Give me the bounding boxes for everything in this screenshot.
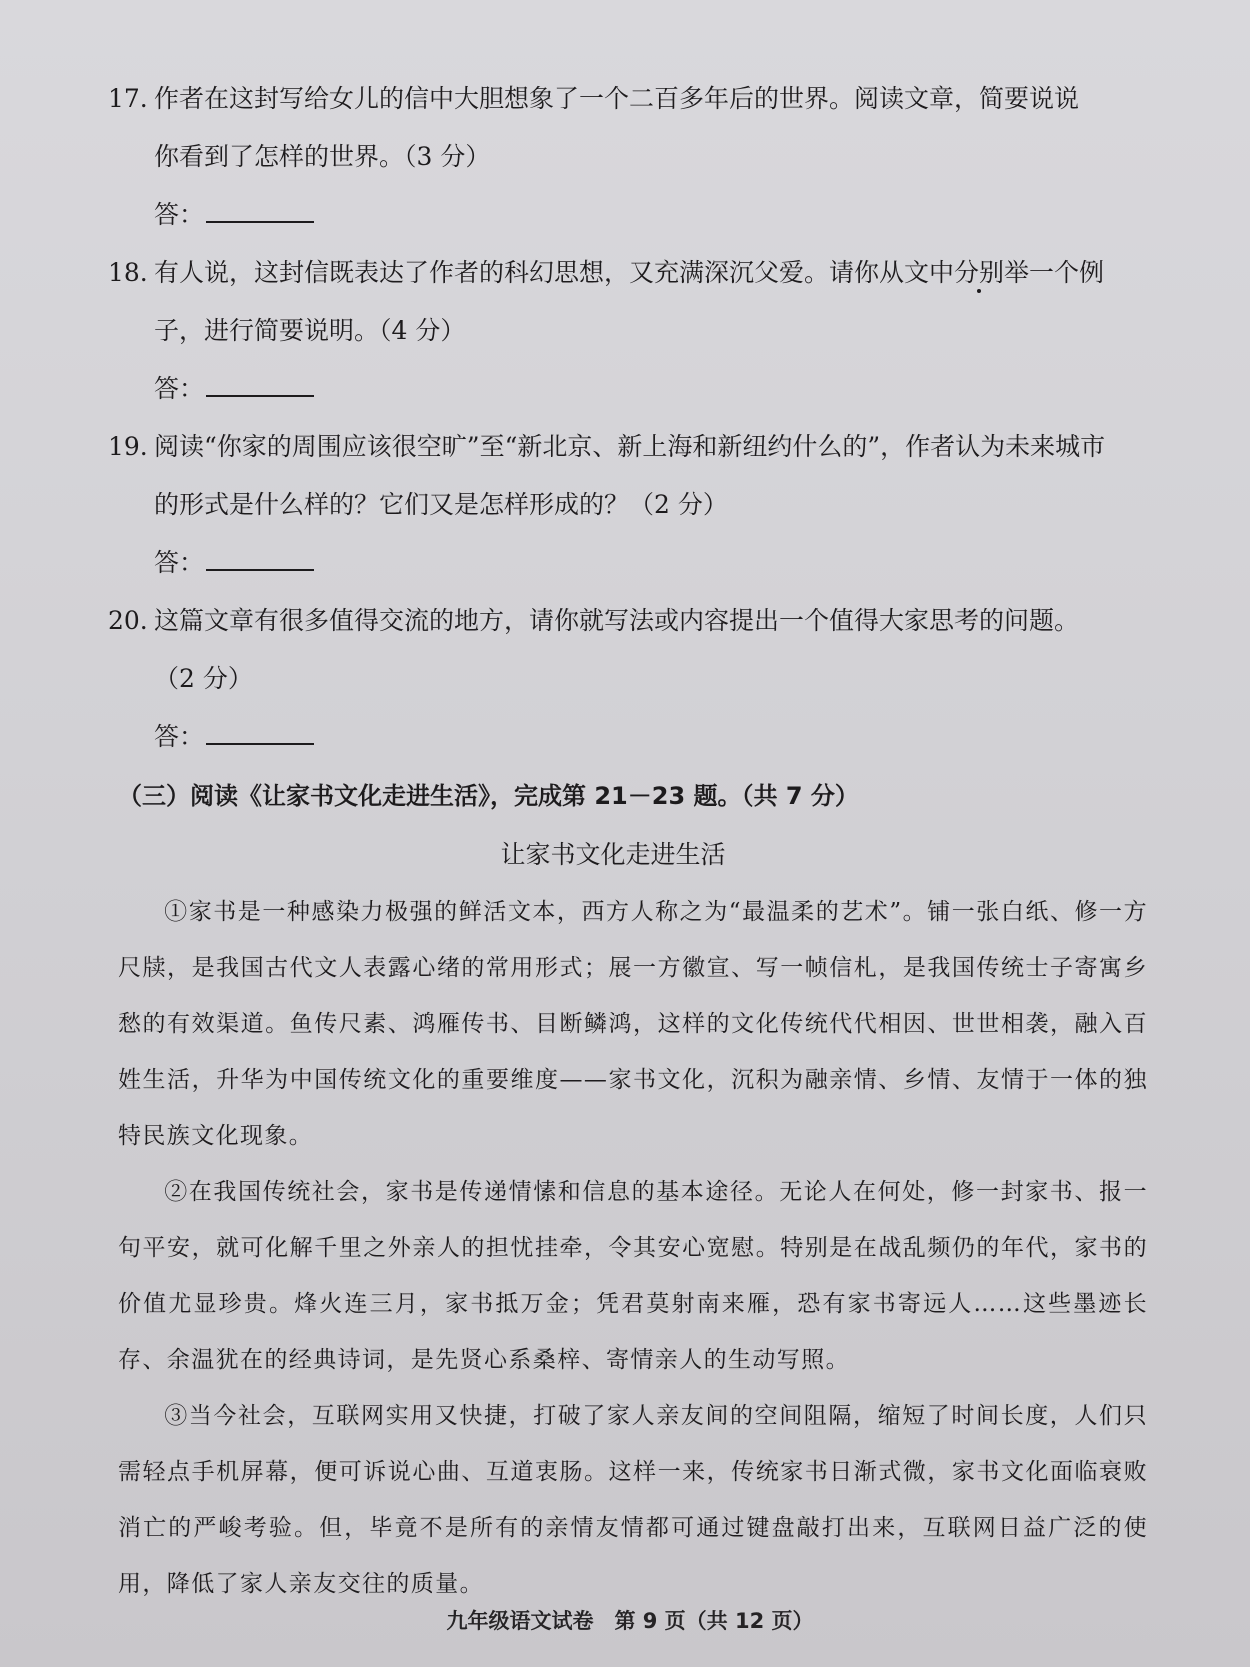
article-paragraph-2 [118, 1164, 1148, 1388]
answer-label: 答： [154, 722, 205, 751]
answer-blank[interactable] [206, 547, 314, 571]
question-17-line-2: 你看到了怎样的世界。（3 分） [154, 142, 491, 171]
paragraph-text: ①家书是一种感染力极强的鲜活文本，西方人称之为“最温柔的艺术”。铺一张白纸、修一方尺牍，是我国古代文人表露心绪的常用形式；展一方徽宣、写一帧信札，是我国传统士子寄寓乡愁的有效渠道。鱼传尺素、鸿雁传书、目断鳞鸿，这样的文化传统代代相因、世世相袭，融入百姓生活，升华为中国传统文化的重要维度——家书文化，沉积为融亲情、乡情、友情于一体的独特民族文化现象。 [118, 899, 1148, 1149]
article-paragraph-3 [118, 1388, 1148, 1612]
answer-blank[interactable] [206, 721, 314, 745]
question-18-line-2: 子，进行简要说明。（4 分） [154, 316, 466, 345]
answer-blank[interactable] [206, 373, 314, 397]
question-17-answer[interactable] [108, 186, 1158, 244]
question-20-answer[interactable] [108, 708, 1158, 766]
question-20-line-2: （2 分） [154, 664, 253, 693]
paragraph-text: ③当今社会，互联网实用又快捷，打破了家人亲友间的空间阻隔，缩短了时间长度，人们只需轻点手机屏幕，便可诉说心曲、互道衷肠。这样一来，传统家书日渐式微，家书文化面临衰败消亡的严峻考验。但，毕竟不是所有的亲情友情都可通过键盘敲打出来，互联网日益广泛的使用，降低了家人亲友交往的质量。 [118, 1403, 1148, 1597]
question-17-line-1 [108, 70, 1158, 128]
paragraph-text: ②在我国传统社会，家书是传递情愫和信息的基本途径。无论人在何处，修一封家书、报一句平安，就可化解千里之外亲人的担忧挂牵，令其安心宽慰。特别是在战乱频仍的年代，家书的价值尤显珍贵。烽火连三月，家书抵万金；凭君莫射南来雁，恐有家书寄远人……这些墨迹长存、余温犹在的经典诗词，是先贤心系桑梓、寄情亲人的生动写照。 [118, 1179, 1148, 1373]
article-paragraph-1 [118, 884, 1148, 1164]
page-footer: 九年级语文试卷 第 9 页（共 12 页） [446, 1609, 814, 1633]
question-19 [108, 418, 1158, 592]
question-20-number: 20. [108, 606, 148, 635]
question-17-text-1: 作者在这封写给女儿的信中大胆想象了一个二百多年后的世界。阅读文章，简要说说 [154, 84, 1080, 113]
question-18-number: 18. [108, 258, 148, 287]
emphasis-mark-text: 分别 [954, 258, 1005, 287]
question-20 [108, 592, 1158, 766]
answer-blank[interactable] [206, 199, 314, 223]
question-18-text-1: 有人说，这封信既表达了作者的科幻思想，又充满深沉父爱。请你从文中 [154, 258, 955, 287]
question-17 [108, 70, 1158, 244]
question-19-answer[interactable] [108, 534, 1158, 592]
question-20-line-1 [108, 592, 1158, 650]
question-19-line-2: 的形式是什么样的？它们又是怎样形成的？（2 分） [154, 490, 728, 519]
question-19-number: 19. [108, 432, 148, 461]
question-18 [108, 244, 1158, 418]
answer-label: 答： [154, 200, 205, 229]
question-19-text-1: 阅读“你家的周围应该很空旷”至“新北京、新上海和新纽约什么的”，作者认为未来城市 [154, 432, 1106, 461]
question-17-number: 17. [108, 84, 148, 113]
answer-label: 答： [154, 548, 205, 577]
article-title: 让家书文化走进生活 [500, 840, 726, 869]
question-18-answer[interactable] [108, 360, 1158, 418]
question-19-line-1 [108, 418, 1158, 476]
section-heading: （三）阅读《让家书文化走进生活》，完成第 21－23 题。（共 7 分） [118, 782, 859, 810]
answer-label: 答： [154, 374, 205, 403]
question-20-text-1: 这篇文章有很多值得交流的地方，请你就写法或内容提出一个值得大家思考的问题。 [154, 606, 1080, 635]
question-18-line-1 [108, 244, 1158, 302]
question-18-text-tail: 举一个例 [1004, 258, 1105, 287]
